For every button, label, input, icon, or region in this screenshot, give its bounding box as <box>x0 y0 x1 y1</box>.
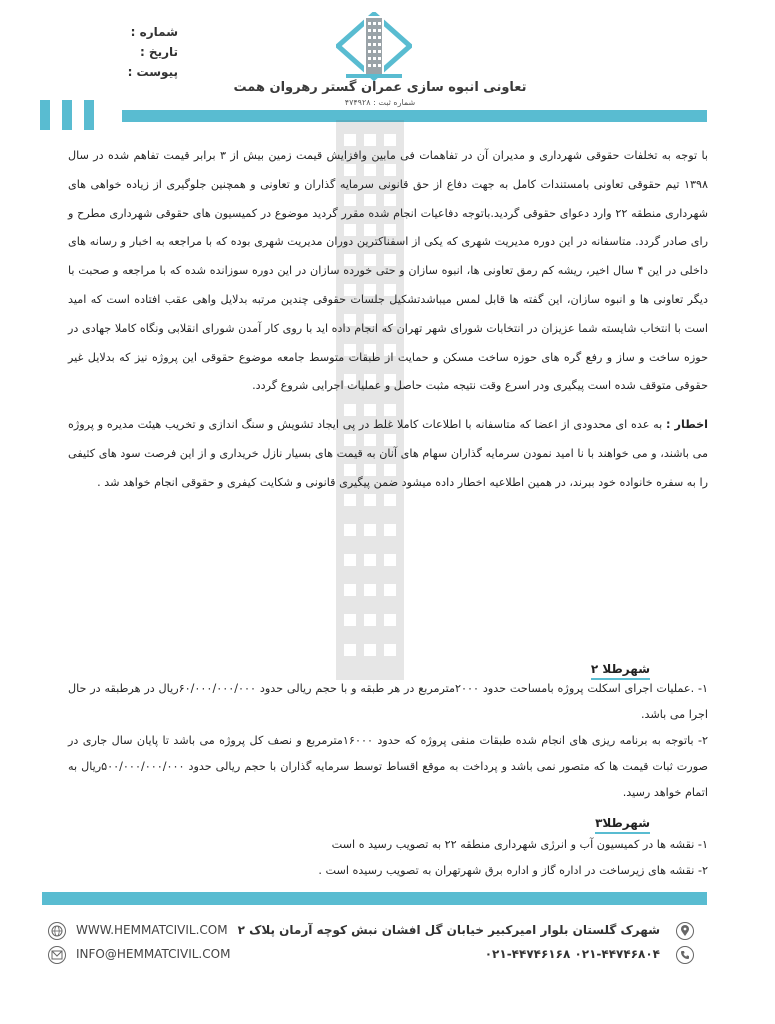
attachment-label: پیوست : <box>127 65 178 79</box>
section-3-list <box>68 832 708 884</box>
section-2-title: شهرطلا ۲ <box>591 660 650 680</box>
paragraph-1: با توجه به تخلفات حقوقی شهرداری و مدیران آن در تفاهمات فی مابین وافزایش قیمت زمین بیش از ۳ برابر قیمت تفاهم شده در سال ۱۳۹۸ تیم حقوقی تعاونی بامستندات کامل به جهت دفاع از حق قانونی سرمایه گذاران و تعاونی و همچنین جلوگیری از زیاده خواهی های شهرداری منطقه ۲۲ وارد دعوای حقوقی گردید.باتوجه دفاعیات انجام شده مقرر گردید موضوع در کمیسیون های حقوقی شهرداری مطرح و رای صادر گردد. متاسفانه در این دوره مدیریت شهری که یکی از اسفناکترین دوران مدیریت شهری بوده که با مراجعه به اخبار و رسانه های داخلی در این ۴ سال اخیر، ریشه کم رمق تعاونی ها، انبوه سازان و حتی خورده سازان در این دوره سوزانده شده که با مراجعه و صحبت با دیگر تعاونی ها و انبوه سازان، این گفته ها قابل لمس میباشدتشکیل جلسات حقوقی چندین مرتبه بدلایل واهی عقب افتاده است که امید است با انتخاب شایسته شما عزیزان در انتخابات شورای شهر تهران که انجام داده اید با روی کار آمدن شورای انقلابی ونگاه کاملا جهادی در حوزه ساخت و ساز و رفع گره های حوزه ساخت مسکن و حمایت از طبقات متوسط جامعه موضوع حقوقی این پروژه نیز که بدلایل غیر حقوقی متوقف شده است پیگیری ودر اسرع وقت نتیجه مثبت حاصل و عملیات اجرایی شروع گردد. <box>68 149 708 393</box>
location-pin-icon <box>676 922 694 940</box>
phone-icon <box>676 946 694 964</box>
section-2-list <box>68 676 708 806</box>
list-item: ۱- .عملیات اجرای اسکلت پروژه بامساحت حدود ۲۰۰۰مترمربع در هر طبقه و با حجم ریالی حدود ۶۰/۰۰۰/۰۰۰/۰۰۰ریال در هرطبقه در حال اجرا می باشد. <box>68 682 709 721</box>
logo-building-icon <box>336 12 412 82</box>
registration-number: شماره ثبت : ۴۷۴۹۲۸ <box>344 98 416 107</box>
list-item: ۲- باتوجه به برنامه ریزی های انجام شده طبقات منفی پروژه که حدود ۱۶۰۰۰مترمربع و نصف کل پروژه می باشد تا پایان سال جاری در صورت ثبات قیمت ها که متصور نمی باشد و پرداخت به موقع اقساط توسط سرمایه گذاران با حجم ریالی حدود ۵۰۰/۰۰۰/۰۰۰/۰۰۰ریال به اتمام خواهد رسید. <box>68 734 708 799</box>
website-link[interactable]: WWW.HEMMATCIVIL.COM <box>76 923 228 937</box>
address-text: شهرک گلستان بلوار امیرکبیر خیابان گل افشان نبش کوچه آرمان پلاک ۲ <box>237 923 660 937</box>
warning-label: اخطار : <box>666 418 708 432</box>
organization-name: تعاونی انبوه سازی عمران گستر رهروان همت <box>233 80 527 95</box>
number-label: شماره : <box>130 25 178 39</box>
decorative-bars <box>40 100 110 130</box>
footer-divider <box>42 892 707 905</box>
warning-text: به عده ای محدودی از اعضا که متاسفانه با اطلاعات کاملا غلط در پی ایجاد تشویش و سنگ اندازی و تخریب هیئت مدیره و پروژه می باشند، و می خواهند با نا امید نمودن سرمایه گذاران سهام های آنان به قیمت های بسیار نازل خریداری و از این فرصت سود های کثیفی را به سفره خانواده خود ببرند، در همین اطلاعیه اخطار داده میشود ضمن پیگیری قانونی و شکایت کیفری و حقوقی انجام خواهد شد . <box>68 418 708 489</box>
paragraph-warning <box>68 411 708 497</box>
list-item: ۱- نقشه ها در کمیسیون آب و انرژی شهرداری منطقه ۲۲ به تصویب رسید ه است <box>331 838 708 851</box>
section-3-title: شهرطلا۳ <box>595 814 650 834</box>
header-divider <box>122 110 707 122</box>
email-link[interactable]: INFO@HEMMATCIVIL.COM <box>76 947 231 961</box>
phone-numbers: ۰۲۱-۴۴۷۴۶۸۰۴ ۰۲۱-۴۴۷۴۶۱۶۸ <box>484 947 660 961</box>
document-meta <box>88 22 178 82</box>
list-item: ۲- نقشه های زیرساخت در اداره گاز و اداره برق شهرتهران به تصویب رسیده است . <box>318 864 708 877</box>
globe-icon <box>48 922 66 940</box>
date-label: تاریخ : <box>139 45 178 59</box>
section-3-heading <box>560 812 650 834</box>
letter-body <box>68 142 708 498</box>
mail-icon <box>48 946 66 964</box>
